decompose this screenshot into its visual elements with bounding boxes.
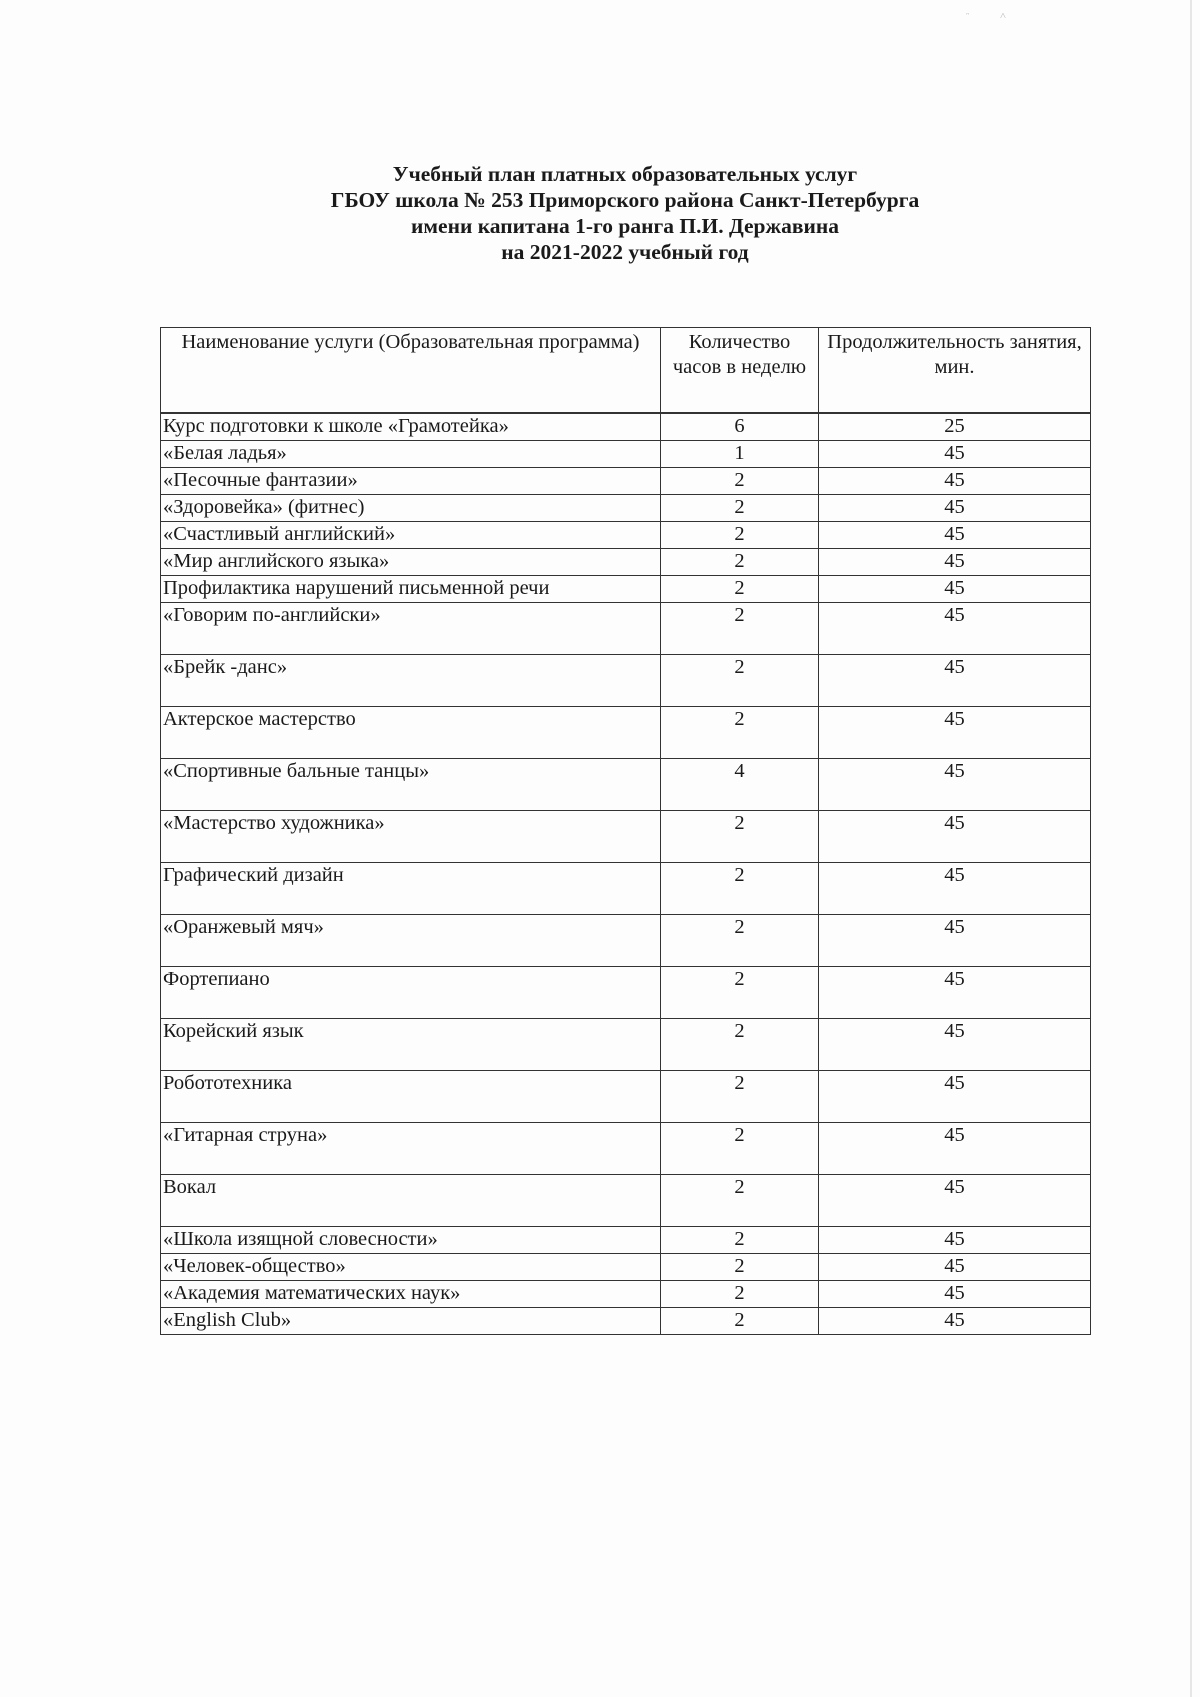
service-name-cell: Курс подготовки к школе «Грамотейка» xyxy=(161,413,661,441)
table-row xyxy=(161,413,1091,441)
table-row xyxy=(161,441,1091,468)
service-name-cell: Актерское мастерство xyxy=(161,707,661,759)
table-row xyxy=(161,1123,1091,1175)
hours-per-week-cell: 2 xyxy=(661,1227,819,1254)
lesson-duration-cell: 45 xyxy=(819,1175,1091,1227)
hours-per-week-cell: 2 xyxy=(661,549,819,576)
service-name-cell: «Говорим по-английски» xyxy=(161,603,661,655)
table-row xyxy=(161,759,1091,811)
service-name-cell: «Гитарная струна» xyxy=(161,1123,661,1175)
table-row xyxy=(161,863,1091,915)
service-name-cell: Фортепиано xyxy=(161,967,661,1019)
hours-per-week-cell: 2 xyxy=(661,655,819,707)
table-row xyxy=(161,1019,1091,1071)
lesson-duration-cell: 45 xyxy=(819,863,1091,915)
service-name-cell: «Здоровейка» (фитнес) xyxy=(161,495,661,522)
lesson-duration-cell: 45 xyxy=(819,549,1091,576)
table-row xyxy=(161,1227,1091,1254)
lesson-duration-cell: 45 xyxy=(819,441,1091,468)
hours-per-week-cell: 2 xyxy=(661,1071,819,1123)
service-name-cell: «Человек-общество» xyxy=(161,1254,661,1281)
hours-per-week-cell: 2 xyxy=(661,811,819,863)
hours-per-week-cell: 2 xyxy=(661,1281,819,1308)
service-name-cell: Корейский язык xyxy=(161,1019,661,1071)
table-row xyxy=(161,655,1091,707)
service-name-cell: «Счастливый английский» xyxy=(161,522,661,549)
services-table xyxy=(160,327,1091,1335)
hours-per-week-cell: 2 xyxy=(661,468,819,495)
hours-per-week-cell: 2 xyxy=(661,1308,819,1335)
table-row xyxy=(161,1175,1091,1227)
lesson-duration-cell: 45 xyxy=(819,967,1091,1019)
table-row xyxy=(161,468,1091,495)
hours-per-week-cell: 2 xyxy=(661,1019,819,1071)
service-name-cell: «Песочные фантазии» xyxy=(161,468,661,495)
lesson-duration-cell: 45 xyxy=(819,1019,1091,1071)
service-name-cell: «Оранжевый мяч» xyxy=(161,915,661,967)
lesson-duration-cell: 45 xyxy=(819,1281,1091,1308)
service-name-cell: Робототехника xyxy=(161,1071,661,1123)
service-name-cell: «Белая ладья» xyxy=(161,441,661,468)
hours-per-week-cell: 2 xyxy=(661,915,819,967)
hours-per-week-cell: 6 xyxy=(661,413,819,441)
lesson-duration-cell: 45 xyxy=(819,759,1091,811)
hours-per-week-cell: 2 xyxy=(661,1123,819,1175)
hours-per-week-cell: 2 xyxy=(661,863,819,915)
lesson-duration-cell: 45 xyxy=(819,915,1091,967)
title-line-1: Учебный план платных образовательных услуг xyxy=(392,162,858,186)
lesson-duration-cell: 45 xyxy=(819,707,1091,759)
service-name-cell: «Брейк -данс» xyxy=(161,655,661,707)
hours-per-week-cell: 1 xyxy=(661,441,819,468)
scan-marks: ᵔ ˄ xyxy=(966,10,1021,22)
header-lesson-duration: Продолжительность занятия, мин. xyxy=(819,328,1091,414)
table-row xyxy=(161,1071,1091,1123)
lesson-duration-cell: 45 xyxy=(819,522,1091,549)
service-name-cell: «Мастерство художника» xyxy=(161,811,661,863)
table-header-row xyxy=(161,328,1091,414)
table-row xyxy=(161,1254,1091,1281)
lesson-duration-cell: 45 xyxy=(819,495,1091,522)
service-name-cell: Графический дизайн xyxy=(161,863,661,915)
hours-per-week-cell: 2 xyxy=(661,576,819,603)
hours-per-week-cell: 2 xyxy=(661,967,819,1019)
title-line-3: имени капитана 1-го ранга П.И. Державина xyxy=(411,214,839,238)
lesson-duration-cell: 45 xyxy=(819,655,1091,707)
lesson-duration-cell: 45 xyxy=(819,811,1091,863)
hours-per-week-cell: 2 xyxy=(661,522,819,549)
table-row xyxy=(161,707,1091,759)
hours-per-week-cell: 2 xyxy=(661,495,819,522)
hours-per-week-cell: 2 xyxy=(661,1175,819,1227)
hours-per-week-cell: 2 xyxy=(661,1254,819,1281)
header-hours-per-week: Количество часов в неделю xyxy=(661,328,819,414)
service-name-cell: «Академия математических наук» xyxy=(161,1281,661,1308)
table-row xyxy=(161,967,1091,1019)
lesson-duration-cell: 45 xyxy=(819,1227,1091,1254)
title-line-2: ГБОУ школа № 253 Приморского района Санкт-Петербурга xyxy=(330,188,920,212)
lesson-duration-cell: 45 xyxy=(819,1254,1091,1281)
lesson-duration-cell: 45 xyxy=(819,1071,1091,1123)
document-title xyxy=(0,161,1200,265)
header-service-name: Наименование услуги (Образовательная программа) xyxy=(161,328,661,414)
table-row xyxy=(161,1281,1091,1308)
service-name-cell: Профилактика нарушений письменной речи xyxy=(161,576,661,603)
table-row xyxy=(161,495,1091,522)
service-name-cell: «Школа изящной словесности» xyxy=(161,1227,661,1254)
table-row xyxy=(161,549,1091,576)
lesson-duration-cell: 45 xyxy=(819,468,1091,495)
lesson-duration-cell: 45 xyxy=(819,603,1091,655)
lesson-duration-cell: 45 xyxy=(819,1308,1091,1335)
hours-per-week-cell: 2 xyxy=(661,707,819,759)
lesson-duration-cell: 45 xyxy=(819,576,1091,603)
table-row xyxy=(161,603,1091,655)
service-name-cell: «English Club» xyxy=(161,1308,661,1335)
service-name-cell: «Спортивные бальные танцы» xyxy=(161,759,661,811)
service-name-cell: Вокал xyxy=(161,1175,661,1227)
title-line-4: на 2021-2022 учебный год xyxy=(501,240,749,264)
table-row xyxy=(161,915,1091,967)
lesson-duration-cell: 45 xyxy=(819,1123,1091,1175)
table-row xyxy=(161,522,1091,549)
hours-per-week-cell: 2 xyxy=(661,603,819,655)
hours-per-week-cell: 4 xyxy=(661,759,819,811)
table-row xyxy=(161,576,1091,603)
lesson-duration-cell: 25 xyxy=(819,413,1091,441)
table-body xyxy=(161,413,1091,1335)
service-name-cell: «Мир английского языка» xyxy=(161,549,661,576)
table-row xyxy=(161,811,1091,863)
table-row xyxy=(161,1308,1091,1335)
